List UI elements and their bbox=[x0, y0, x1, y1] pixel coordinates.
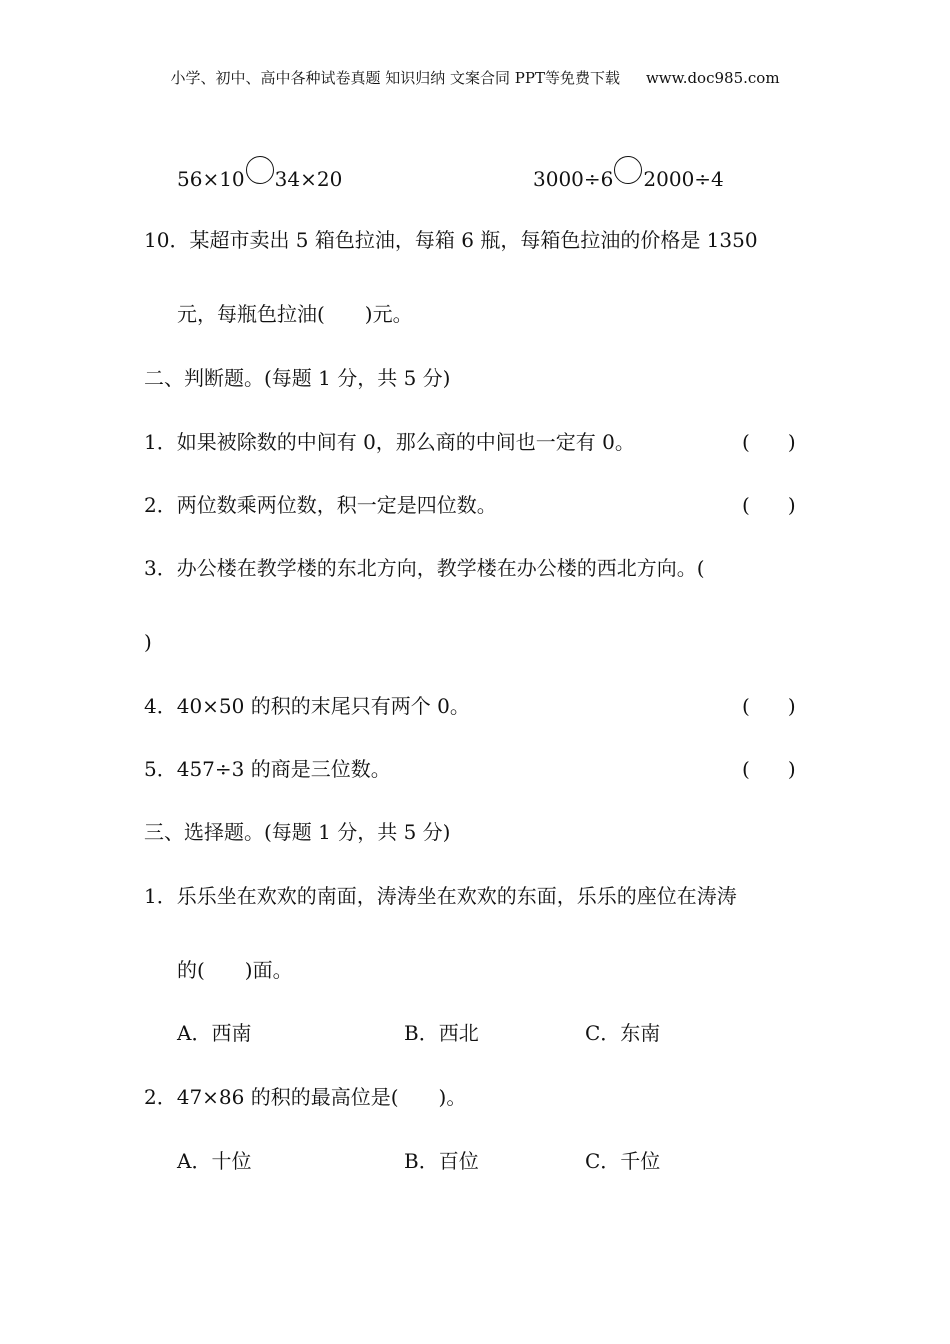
paren-open: ( bbox=[742, 757, 750, 781]
section3-title: 三、选择题。(每题 1 分，共 5 分) bbox=[144, 820, 451, 844]
compare-right-b: 2000÷4 bbox=[643, 167, 724, 191]
judge-item-1: 1．如果被除数的中间有 0，那么商的中间也一定有 0。 bbox=[144, 430, 635, 454]
compare-circle-right[interactable] bbox=[614, 156, 642, 184]
compare-right-a: 3000÷6 bbox=[533, 167, 614, 191]
header-text: 小学、初中、高中各种试卷真题 知识归纳 文案合同 PPT等免费下载 bbox=[170, 69, 620, 87]
choice-q1-option-c[interactable]: C．东南 bbox=[585, 1021, 661, 1045]
compare-circle-left[interactable] bbox=[246, 156, 274, 184]
choice-q2-line1: 2．47×86 的积的最高位是( )。 bbox=[144, 1085, 467, 1109]
judge-item-2: 2．两位数乘两位数，积一定是四位数。 bbox=[144, 493, 497, 517]
paren-close: ) bbox=[787, 493, 796, 517]
paren-close: ) bbox=[787, 757, 796, 781]
choice-q2-option-c[interactable]: C．千位 bbox=[585, 1149, 661, 1173]
judge-item-3: 3．办公楼在教学楼的东北方向，教学楼在办公楼的西北方向。( bbox=[144, 556, 705, 580]
judge-item-5: 5．457÷3 的商是三位数。 bbox=[144, 757, 391, 781]
compare-left-b: 34×20 bbox=[274, 167, 343, 191]
paren-close: ) bbox=[787, 694, 796, 718]
paren-close: ) bbox=[787, 430, 796, 454]
choice-q1-line2: 的( )面。 bbox=[177, 958, 293, 982]
judge-answer-2[interactable] bbox=[742, 493, 796, 517]
judge-answer-1[interactable] bbox=[742, 430, 796, 454]
choice-q1-option-a[interactable]: A．西南 bbox=[177, 1021, 252, 1045]
choice-q1-line1: 1．乐乐坐在欢欢的南面，涛涛坐在欢欢的东面，乐乐的座位在涛涛 bbox=[144, 884, 737, 908]
choice-q1-option-b[interactable]: B．西北 bbox=[404, 1021, 479, 1045]
compare-left-a: 56×10 bbox=[177, 167, 245, 191]
judge-answer-3-close[interactable]: ) bbox=[144, 630, 152, 654]
judge-answer-4[interactable] bbox=[742, 694, 796, 718]
choice-q2-option-b[interactable]: B．百位 bbox=[404, 1149, 479, 1173]
choice-q2-option-a[interactable]: A．十位 bbox=[177, 1149, 252, 1173]
paren-open: ( bbox=[742, 493, 750, 517]
header-site: www.doc985.com bbox=[645, 69, 780, 87]
judge-answer-5[interactable] bbox=[742, 757, 796, 781]
paren-open: ( bbox=[742, 694, 750, 718]
judge-item-4: 4．40×50 的积的末尾只有两个 0。 bbox=[144, 694, 470, 718]
paren-open: ( bbox=[742, 430, 750, 454]
section2-title: 二、判断题。(每题 1 分，共 5 分) bbox=[144, 366, 451, 390]
compare-right bbox=[533, 164, 724, 192]
q10-line1: 10．某超市卖出 5 箱色拉油，每箱 6 瓶，每箱色拉油的价格是 1350 bbox=[144, 228, 758, 252]
q10-line2: 元，每瓶色拉油( )元。 bbox=[177, 302, 413, 326]
page-header bbox=[0, 68, 950, 88]
compare-left bbox=[177, 164, 342, 192]
